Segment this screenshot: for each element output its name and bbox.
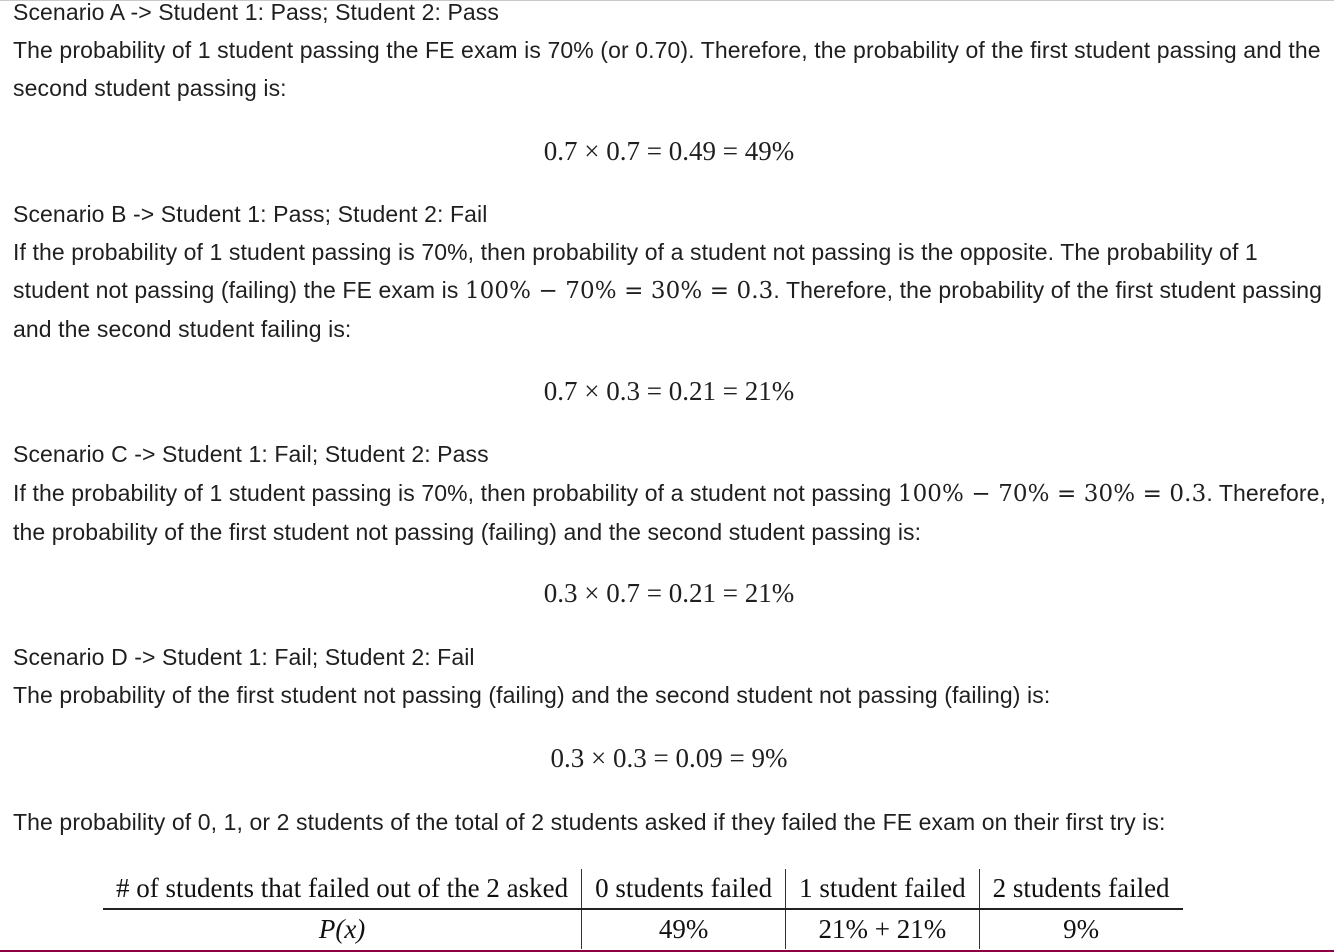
scenario-d-equation: 0.3 × 0.3 = 0.09 = 9% xyxy=(550,743,788,773)
table-header-cell: 0 students failed xyxy=(582,869,786,909)
scenario-a-heading: Scenario A -> Student 1: Pass; Student 2: Pass xyxy=(13,0,499,25)
table-header-cell: 1 student failed xyxy=(786,869,979,909)
probability-table xyxy=(103,869,1183,949)
table-header-cell: 2 students failed xyxy=(979,869,1182,909)
table-cell: 21% + 21% xyxy=(786,909,979,949)
scenario-a-text: The probability of 1 student passing the FE exam is 70% (or 0.70). Therefore, the probability of the first student passing and the second student passing is: xyxy=(13,37,1321,101)
scenario-c-inline-math: 100% − 70% = 30% = 0.3 xyxy=(897,481,1207,507)
scenario-b-equation: 0.7 × 0.3 = 0.21 = 21% xyxy=(543,376,795,406)
scenario-c-equation: 0.3 × 0.7 = 0.21 = 21% xyxy=(543,578,795,608)
scenario-b-text xyxy=(13,233,1328,348)
table-row-label: P(x) xyxy=(318,914,366,944)
scenario-b-heading: Scenario B -> Student 1: Pass; Student 2: Fail xyxy=(13,201,488,227)
scenario-c-heading: Scenario C -> Student 1: Fail; Student 2: Pass xyxy=(13,441,489,467)
scenario-d-text: The probability of the first student not passing (failing) and the second student not passing (failing) is: xyxy=(13,682,1051,708)
scenario-a-equation: 0.7 × 0.7 = 0.49 = 49% xyxy=(543,136,795,166)
scenario-c-text-after: . Therefore, the probability of the first student not passing (failing) and the second student passing is: xyxy=(13,480,1326,545)
scenario-b-text-after: . Therefore, the probability of the first student passing and the second student failing is: xyxy=(13,277,1323,342)
table-cell: 9% xyxy=(979,909,1182,949)
summary-text: The probability of 0, 1, or 2 students of the total of 2 students asked if they failed the FE exam on their first try is: xyxy=(13,809,1166,835)
scenario-d-heading: Scenario D -> Student 1: Fail; Student 2: Fail xyxy=(13,644,475,670)
table-header-cell: # of students that failed out of the 2 asked xyxy=(103,869,582,909)
scenario-b-inline-math: 100% − 70% = 30% = 0.3 xyxy=(464,278,774,304)
table-row xyxy=(103,909,1183,949)
table-header-row xyxy=(103,869,1183,909)
table-cell: 49% xyxy=(582,909,786,949)
scenario-b-text-before: If the probability of 1 student passing is 70%, then probability of a student not passing is the opposite. The probability of 1 student not passing (failing) the FE exam is xyxy=(13,239,1258,303)
scenario-c-text xyxy=(13,474,1328,551)
scenario-c-text-before: If the probability of 1 student passing is 70%, then probability of a student not passing xyxy=(13,480,898,506)
